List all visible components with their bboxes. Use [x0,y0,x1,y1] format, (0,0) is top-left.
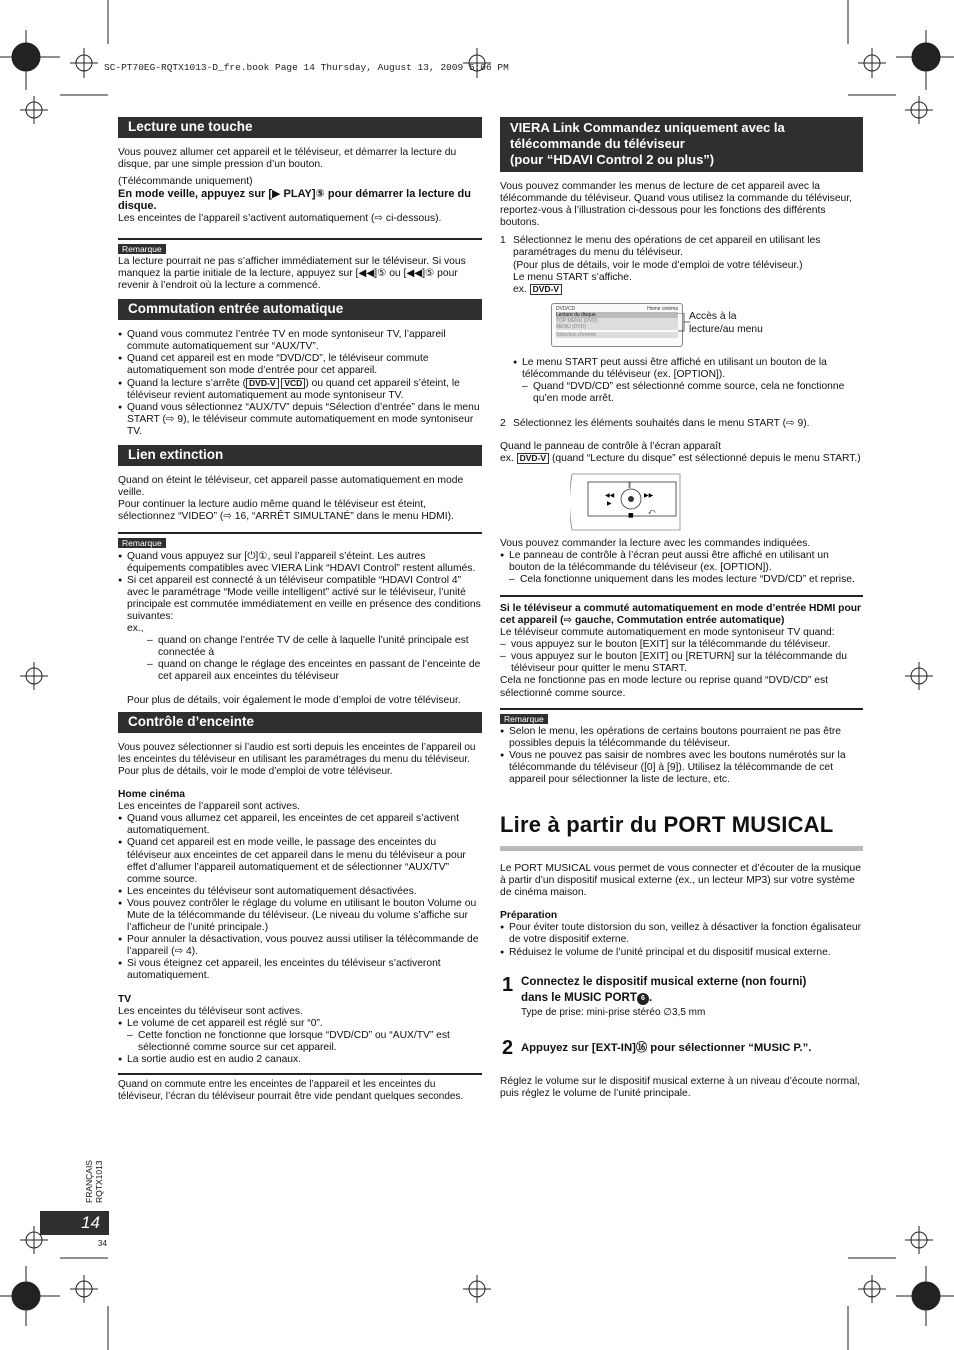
dash-item: – Cette fonction ne fonctionne que lorsque “DVD/CD” ou “AUX/TV” est sélectionné comme source sur cet appareil. [127,1030,482,1054]
dash-item: – vous appuyez sur le bouton [EXIT] sur la télécommande du téléviseur. [500,639,863,651]
paragraph: Pour plus de détails, voir également le mode d’emploi de votre téléviseur. [127,694,461,706]
bullet-item: ● Les enceintes du téléviseur sont automatiquement désactivées. [118,886,482,898]
menu-row: Sélection d’entrée [556,332,678,338]
section-title-port-musical: Lire à partir du PORT MUSICAL [500,812,834,837]
note-text: La lecture pourrait ne pas s’afficher immédiatement sur le téléviseur. Si vous manquez la partie initiale de la lecture, appuyez sur [◀◀]⑤ ou [◀◀]⑤ pour revenir à l’endroit où la lecture a commencé. [118,255,466,291]
sub-page-number: 34 [98,1239,107,1248]
bullet-item: ● Pour éviter toute distorsion du son, veillez à désactiver la fonction égalisateur de votre dispositif externe. [500,922,863,946]
menu-row-selected: Lecture du disque [556,312,678,318]
paragraph: Les enceintes de l’appareil s’activent automatiquement (⇨ ci-dessous). [118,212,442,224]
svg-text:‖: ‖ [628,481,631,489]
step-2-instruction: Appuyez sur [EXT-IN]⑯ pour sélectionner “MUSIC P.”. [521,1042,812,1054]
dash-item: – quand on change l’entrée TV de celle à laquelle l’unité principale est connectée à [147,635,482,659]
bullet-item: ● La sortie audio est en audio 2 canaux. [118,1054,482,1066]
paragraph: Vous pouvez sélectionner si l’audio est sorti depuis les enceintes de l’appareil ou les enceintes du téléviseur en utilisant les paramétrages du menu du téléviseur. Pour plus de détails, voir le mode d’emploi de votre téléviseur. [118,741,476,777]
paragraph: Quand le panneau de contrôle à l’écran apparaît [500,441,721,453]
paragraph: Pour continuer la lecture audio même quand le téléviseur est éteint, sélectionnez “VIDEO” (⇨ 16, “ARRÊT SIMULTANÉ” dans le menu HDMI). [118,499,454,523]
paragraph: Vous pouvez allumer cet appareil et le téléviseur, et démarrer la lecture du disque, par une simple pression d’un bouton. [118,147,457,171]
control-panel-illustration [500,472,863,538]
bullet-item: ● Réduisez le volume de l’unité principal et du dispositif musical externe. [500,947,863,959]
bullet-item: ● Le menu START peut aussi être affiché en utilisant un bouton de la télécommande du téléviseur (ex. [OPTION]). [513,357,863,381]
section-title-controle-enceinte: Contrôle d’enceinte [118,712,482,733]
bullet-item: ● Le volume de cet appareil est réglé sur “0”. [118,1018,482,1030]
section-title-lecture-une-touche: Lecture une touche [118,117,482,138]
step-number-2: 2 [502,1037,514,1059]
bold-heading: Si le téléviseur a commuté automatiquement en mode d’entrée HDMI pour cet appareil (⇨ gauche, Commutation entrée automatique) [500,602,862,626]
bullet-item: ● Quand cet appareil est en mode veille, le passage des enceintes du téléviseur aux enceintes de cet appareil dans le menu du téléviseur a pour effet d’allumer l’appareil automatiquement et de sélectionner “AUX/TV” comme source. [118,837,482,885]
port-musical-body [500,863,863,959]
bullet-item: ● Le panneau de contrôle à l’écran peut aussi être affiché en utilisant un bouton de la télécommande du téléviseur (ex. [OPTION]). [500,550,863,574]
svg-text:◀◀: ◀◀ [605,491,615,499]
section-title-viera-link: VIERA Link Commandez uniquement avec la télécommande du téléviseur (pour “HDAVI Control 2 ou plus”) [500,117,863,172]
subheading-preparation: Préparation [500,910,558,922]
bullet-item: ● Quand vous commutez l’entrée TV en mode syntoniseur TV, l’appareil commute automatiquement sur “AUX/TV”. [118,329,482,353]
left-column [118,117,482,1103]
step-2: 2 Sélectionnez les éléments souhaités dans le menu START (⇨ 9). [500,418,810,430]
step-1-instruction: Connectez le dispositif musical externe (non fourni) dans le MUSIC PORT 6 . [521,975,807,1004]
bullet-item: ● Selon le menu, les opérations de certains boutons pourraient ne pas être possibles depuis la télécommande du téléviseur. [500,726,863,750]
bullet-item: ● Quand la lecture s’arrête ( DVD-V VCD ) ou quand cet appareil s’éteint, le téléviseur revient automatiquement au mode syntoniseur TV. [118,378,482,402]
bullet-item: ● Vous ne pouvez pas saisir de nombres avec les boutons numérotés sur la télécommande du téléviseur ([0] à [9]). Utilisez la télécommande de cet appareil pour sélectionner la liste de lecture, etc. [500,750,863,786]
bullet-item: ● Quand vous sélectionnez “AUX/TV” depuis “Sélection d’entrée” dans le menu START (⇨ 9), le téléviseur commute automatiquement en mode syntoniseur TV. [118,402,482,438]
section-title-lien-extinction: Lien extinction [118,445,482,466]
paragraph: Le PORT MUSICAL vous permet de vous connecter et d’écouter de la musique à partir d’un dispositif musical externe (ex., un lecteur MP3) sur votre système de cinéma maison. [500,863,861,899]
bullet-item: ● Si cet appareil est connecté à un téléviseur compatible “HDAVI Control 4” avec le paramétrage “Mode veille intelligent” activé sur le téléviseur, l’unité principale est commutée immédiatement en veille en présence des conditions suivantes: [118,575,482,623]
menu-title-right: Home cinéma [647,305,678,312]
title-underline [500,846,863,851]
paragraph: ex. DVD-V (quand “Lecture du disque” est sélectionné depuis le menu START.) [500,453,861,465]
subheading-home-cinema: Home cinéma [118,789,185,801]
example-label: ex., [127,623,144,635]
bullet-item: ● Pour annuler la désactivation, vous pouvez aussi utiliser la télécommande de l’appareil (⇨ 4). [118,934,482,958]
svg-text:▶▶: ▶▶ [644,491,654,499]
dash-item: – quand on change le réglage des enceintes en passant de l’enceinte de cet appareil aux enceintes du téléviseur [147,659,482,683]
paragraph: Le téléviseur commute automatiquement en mode syntoniseur TV quand: [500,627,835,639]
paragraph: Réglez le volume sur le dispositif musical externe à un niveau d’écoute normal, puis réglez le volume de l’unité principale. [500,1076,861,1100]
svg-text:▶: ▶ [607,499,612,507]
paragraph: Les enceintes de l’appareil sont actives. [118,801,301,813]
file-header-line: SC-PT70EG-RQTX1013-D_fre.book Page 14 Thursday, August 13, 2009 5:06 PM [104,62,509,73]
dash-item: – vous appuyez sur le bouton [EXIT] ou [RETURN] sur la télécommande du téléviseur pour quitter le menu START. [500,651,863,675]
step-number-1: 1 [502,974,514,996]
subheading-tv: TV [118,993,132,1005]
svg-text:⤺: ⤺ [648,507,656,516]
dash-item: – Quand “DVD/CD” est sélectionné comme source, cela ne fonctionne qu’en mode arrêt. [522,381,863,405]
paragraph: Quand on éteint le téléviseur, cet appareil passe automatiquement en mode veille. [118,475,464,499]
port-number-icon: 6 [637,993,649,1005]
dvd-v-tag: DVD-V [530,284,562,295]
footnote: Quand on commute entre les enceintes de l’appareil et les enceintes du téléviseur, l’écran du téléviseur pourrait être vide pendant quelques secondes. [118,1079,464,1103]
menu-row: TOP MENU (DVD) [556,318,678,324]
remote-note: (Télécommande uniquement) [118,176,253,188]
callout-text: Accès à la lecture/au menu [689,310,763,335]
menu-row: MENU (DVD) [556,324,678,330]
paragraph: Vous pouvez commander les menus de lecture de cet appareil avec la télécommande du téléviseur. Quand vous utilisez la commande du téléviseur, reportez-vous à l’illustration ci-dessous pour les fonctions des différents boutons. [500,181,853,229]
start-menu-illustration [500,301,863,357]
paragraph: Vous pouvez commander la lecture avec les commandes indiquées. [500,537,811,549]
page-number: 14 [81,1213,100,1232]
bullet-item: ● Quand vous appuyez sur [⏻]①, seul l’appareil s’éteint. Les autres équipements compatibles avec VIERA Link “HDAVI Control” restent allumés. [118,551,482,575]
bullet-item: ● Quand vous allumez cet appareil, les enceintes de cet appareil s’activent automatiquement. [118,813,482,837]
remarque-label: Remarque [500,714,548,724]
svg-text:■: ■ [628,511,634,519]
section-title-commutation: Commutation entrée automatique [118,299,482,320]
menu-title-left: DVD/CD [556,305,576,312]
step-1-subtext: Type de prise: mini-prise stéréo ∅3,5 mm [521,1007,706,1018]
paragraph: Cela ne fonctionne pas en mode lecture ou reprise quand “DVD/CD” est sélectionné comme source. [500,675,828,699]
vcd-tag: VCD [281,378,305,389]
dvd-v-tag: DVD-V [517,453,549,464]
dash-item: – Cela fonctionne uniquement dans les modes lecture “DVD/CD” et reprise. [509,574,863,586]
bullet-item: ● Quand cet appareil est en mode “DVD/CD”, le téléviseur commute automatiquement son mode d’entrée pour cet appareil. [118,353,482,377]
footer-language-code: FRANÇAIS RQTX1013 [84,1160,104,1203]
paragraph: Les enceintes du téléviseur sont actives. [118,1005,303,1017]
step-1: 1 Sélectionnez le menu des opérations de cet appareil en utilisant les paramétrages du menu du téléviseur. (Pour plus de détails, voir le mode d’emploi de votre téléviseur.) Le menu START s’affiche. ex. DVD-V [500,235,821,295]
remarque-label: Remarque [118,244,166,254]
right-column [500,117,863,786]
page-number-box [40,1211,109,1235]
control-panel-icon [570,472,682,532]
instruction-bold: En mode veille, appuyez sur [▶ PLAY]⑤ pour démarrer la lecture du disque. [118,188,471,213]
bullet-item: ● Vous pouvez contrôler le réglage du volume en utilisant le bouton Volume ou Mute de la télécommande du téléviseur. (Le niveau du volume s’affiche sur l’afficheur de l’unité principale.) [118,898,482,934]
bullet-item: ● Si vous éteignez cet appareil, les enceintes du téléviseur s’activeront automatiquement. [118,958,482,982]
dvd-v-tag: DVD-V [246,378,278,389]
remarque-label: Remarque [118,538,166,548]
